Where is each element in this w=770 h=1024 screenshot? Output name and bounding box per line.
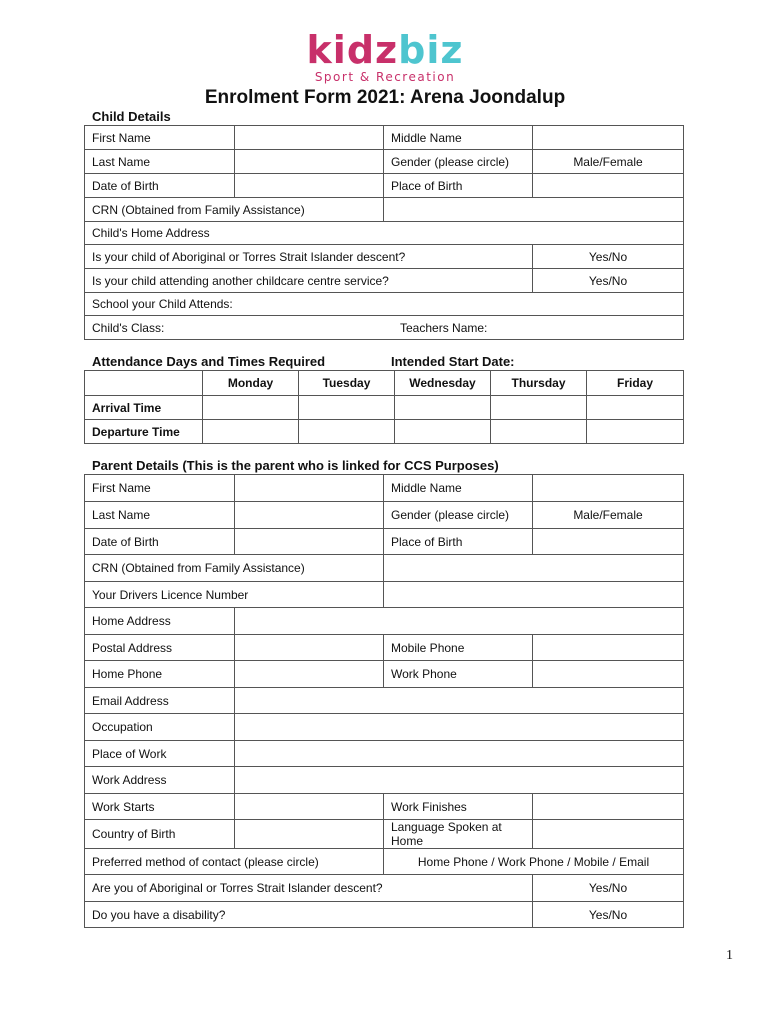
parent-home-phone-field[interactable] — [235, 661, 384, 688]
arrival-wednesday-field[interactable] — [395, 396, 491, 420]
parent-language-field[interactable] — [533, 820, 684, 849]
child-crn-field[interactable] — [384, 198, 684, 222]
day-thursday: Thursday — [491, 371, 587, 396]
parent-work-starts-label: Work Starts — [85, 794, 235, 820]
parent-home-phone-label: Home Phone — [85, 661, 235, 688]
parent-last-name-field[interactable] — [235, 502, 384, 529]
parent-work-phone-label: Work Phone — [384, 661, 533, 688]
attendance-corner-cell — [85, 371, 203, 396]
child-dob-label: Date of Birth — [85, 174, 235, 198]
parent-middle-name-field[interactable] — [533, 475, 684, 502]
departure-friday-field[interactable] — [587, 420, 684, 444]
child-middle-name-label: Middle Name — [384, 126, 533, 150]
child-crn-label: CRN (Obtained from Family Assistance) — [85, 198, 384, 222]
attendance-table — [84, 370, 684, 444]
parent-mobile-label: Mobile Phone — [384, 635, 533, 661]
parent-occupation-field[interactable] — [235, 714, 684, 741]
parent-crn-field[interactable] — [384, 555, 684, 582]
departure-monday-field[interactable] — [203, 420, 299, 444]
child-aboriginal-options[interactable]: Yes/No — [533, 245, 684, 269]
child-aboriginal-question: Is your child of Aboriginal or Torres Strait Islander descent? — [85, 245, 533, 269]
arrival-tuesday-field[interactable] — [299, 396, 395, 420]
child-details-table — [84, 125, 684, 340]
page-number: 1 — [726, 948, 733, 963]
departure-tuesday-field[interactable] — [299, 420, 395, 444]
child-first-name-label: First Name — [85, 126, 235, 150]
departure-wednesday-field[interactable] — [395, 420, 491, 444]
child-home-address-field[interactable]: Child's Home Address — [85, 222, 684, 245]
parent-work-address-label: Work Address — [85, 767, 235, 794]
parent-middle-name-label: Middle Name — [384, 475, 533, 502]
child-class-label: Child's Class: — [92, 320, 165, 335]
parent-disability-options[interactable]: Yes/No — [533, 902, 684, 928]
logo-kidz-text: kidz — [306, 28, 399, 72]
parent-details-table — [84, 474, 684, 928]
parent-aboriginal-options[interactable]: Yes/No — [533, 875, 684, 902]
parent-country-of-birth-field[interactable] — [235, 820, 384, 849]
child-gender-label: Gender (please circle) — [384, 150, 533, 174]
attendance-heading: Attendance Days and Times Required — [92, 354, 326, 369]
parent-work-phone-field[interactable] — [533, 661, 684, 688]
parent-home-address-label: Home Address — [85, 608, 235, 635]
parent-licence-field[interactable] — [384, 582, 684, 608]
parent-gender-options[interactable]: Male/Female — [533, 502, 684, 529]
parent-place-of-work-field[interactable] — [235, 741, 684, 767]
parent-home-address-field[interactable] — [235, 608, 684, 635]
day-friday: Friday — [587, 371, 684, 396]
parent-postal-address-field[interactable] — [235, 635, 384, 661]
page-title: Enrolment Form 2021: Arena Joondalup — [204, 87, 566, 108]
parent-work-address-field[interactable] — [235, 767, 684, 794]
parent-crn-label: CRN (Obtained from Family Assistance) — [85, 555, 384, 582]
child-middle-name-field[interactable] — [533, 126, 684, 150]
child-class-row[interactable] — [85, 316, 684, 340]
logo-tagline: Sport & Recreation — [314, 70, 456, 84]
parent-work-finishes-field[interactable] — [533, 794, 684, 820]
parent-dob-field[interactable] — [235, 529, 384, 555]
parent-aboriginal-question: Are you of Aboriginal or Torres Strait Islander descent? — [85, 875, 533, 902]
start-date-heading: Intended Start Date: — [391, 354, 515, 369]
parent-place-of-birth-field[interactable] — [533, 529, 684, 555]
arrival-friday-field[interactable] — [587, 396, 684, 420]
parent-place-of-work-label: Place of Work — [85, 741, 235, 767]
parent-mobile-field[interactable] — [533, 635, 684, 661]
child-school-field[interactable]: School your Child Attends: — [85, 293, 684, 316]
parent-details-heading: Parent Details (This is the parent who is linked for CCS Purposes) — [92, 458, 499, 473]
day-wednesday: Wednesday — [395, 371, 491, 396]
teacher-name-label: Teachers Name: — [400, 320, 488, 335]
parent-email-label: Email Address — [85, 688, 235, 714]
parent-first-name-label: First Name — [85, 475, 235, 502]
parent-contact-method-label: Preferred method of contact (please circle) — [85, 849, 384, 875]
child-other-centre-options[interactable]: Yes/No — [533, 269, 684, 293]
parent-last-name-label: Last Name — [85, 502, 235, 529]
parent-work-starts-field[interactable] — [235, 794, 384, 820]
parent-contact-method-options[interactable]: Home Phone / Work Phone / Mobile / Email — [384, 849, 684, 875]
kidzbiz-logo — [0, 30, 770, 84]
parent-place-of-birth-label: Place of Birth — [384, 529, 533, 555]
parent-occupation-label: Occupation — [85, 714, 235, 741]
child-first-name-field[interactable] — [235, 126, 384, 150]
child-last-name-label: Last Name — [85, 150, 235, 174]
arrival-time-label: Arrival Time — [85, 396, 203, 420]
parent-postal-address-label: Postal Address — [85, 635, 235, 661]
child-other-centre-question: Is your child attending another childcare centre service? — [85, 269, 533, 293]
child-last-name-field[interactable] — [235, 150, 384, 174]
day-monday: Monday — [203, 371, 299, 396]
day-tuesday: Tuesday — [299, 371, 395, 396]
departure-time-label: Departure Time — [85, 420, 203, 444]
parent-gender-label: Gender (please circle) — [384, 502, 533, 529]
parent-country-of-birth-label: Country of Birth — [85, 820, 235, 849]
child-details-heading: Child Details — [92, 109, 171, 124]
child-gender-options[interactable]: Male/Female — [533, 150, 684, 174]
parent-licence-label: Your Drivers Licence Number — [85, 582, 384, 608]
child-dob-field[interactable] — [235, 174, 384, 198]
departure-thursday-field[interactable] — [491, 420, 587, 444]
arrival-monday-field[interactable] — [203, 396, 299, 420]
child-place-of-birth-field[interactable] — [533, 174, 684, 198]
parent-email-field[interactable] — [235, 688, 684, 714]
arrival-thursday-field[interactable] — [491, 396, 587, 420]
parent-language-label: Language Spoken at Home — [384, 820, 533, 849]
parent-first-name-field[interactable] — [235, 475, 384, 502]
parent-disability-question: Do you have a disability? — [85, 902, 533, 928]
parent-work-finishes-label: Work Finishes — [384, 794, 533, 820]
logo-biz-text: biz — [398, 28, 464, 72]
child-place-of-birth-label: Place of Birth — [384, 174, 533, 198]
parent-dob-label: Date of Birth — [85, 529, 235, 555]
